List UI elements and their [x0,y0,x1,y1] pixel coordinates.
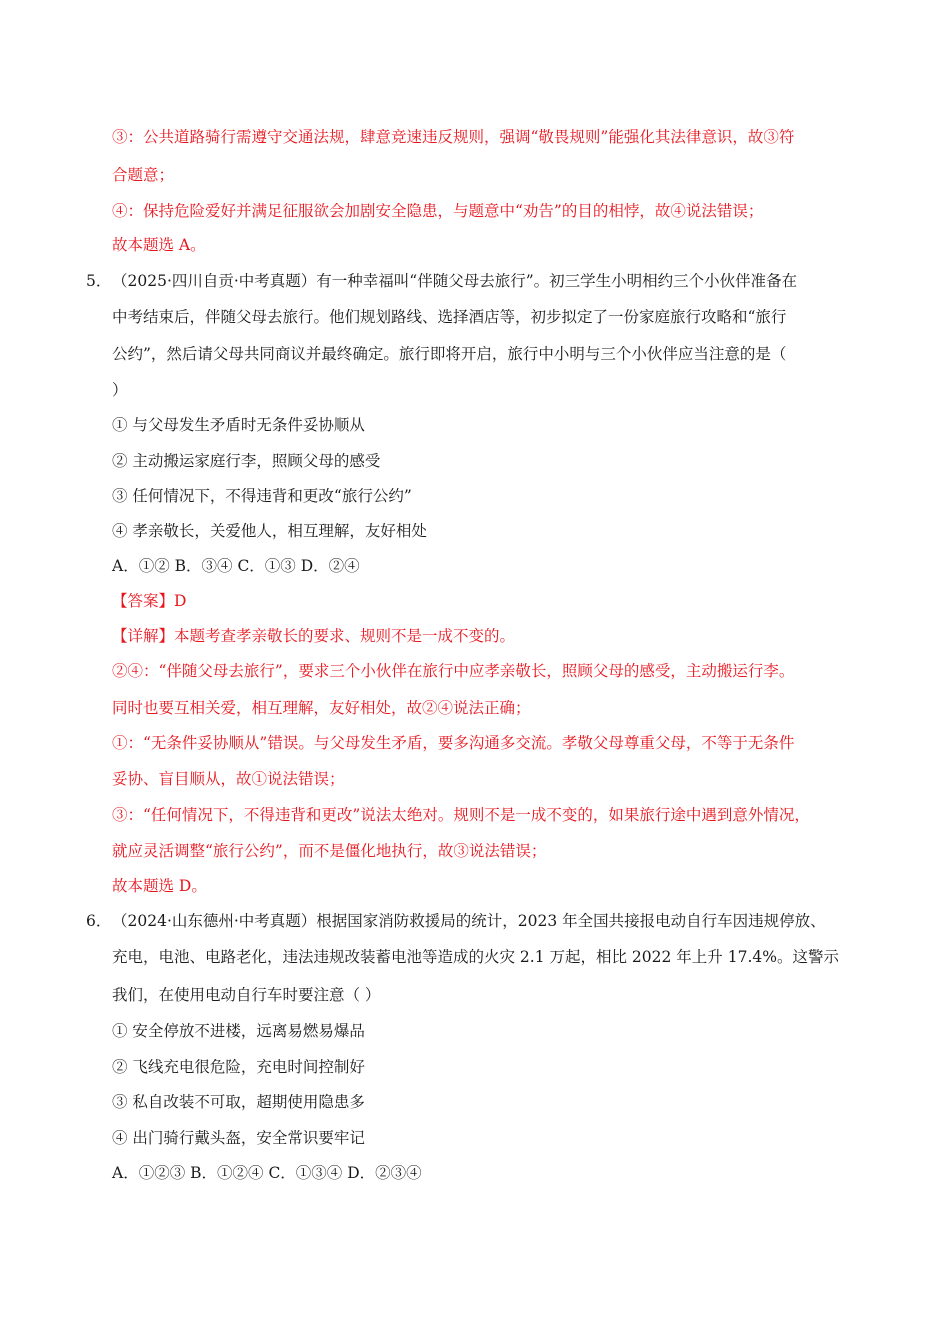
question-5-analysis-line-1: 【详解】本题考查孝亲敬长的要求、规则不是一成不变的。 [112,627,516,645]
question-5-number: 5． [86,272,112,290]
question-5-stem-line-2: 中考结束后，伴随父母去旅行。他们规划路线、选择酒店等，初步拟定了一份家庭旅行攻略和“旅行 [112,308,787,326]
prev-analysis-line-3: ④：保持危险爱好并满足征服欲会加剧安全隐患，与题意中“劝告”的目的相悖，故④说法错误； [112,202,764,220]
question-6-item-1: ① 安全停放不进楼，远离易燃易爆品 [112,1022,365,1040]
question-5-stem-line-3: 公约”，然后请父母共同商议并最终确定。旅行即将开启，旅行中小明与三个小伙伴应当注意的是（ [112,345,787,363]
question-5-analysis-line-6: ③：“任何情况下，不得违背和更改”说法太绝对。规则不是一成不变的，如果旅行途中遇到意外情况， [112,806,810,824]
question-6-stem-line-2: 充电，电池、电路老化，违法违规改装蓄电池等造成的火灾 2.1 万起，相比 2022 年上升 17.4%。这警示 [112,948,839,966]
question-6-item-3: ③ 私自改装不可取，超期使用隐患多 [112,1093,365,1111]
prev-analysis-line-2: 合题意； [112,166,175,184]
question-5-item-4: ④ 孝亲敬长，关爱他人，相互理解，友好相处 [112,522,427,540]
prev-answer-conclusion: 故本题选 A。 [112,236,206,254]
question-5-analysis-line-3: 同时也要互相关爱，相互理解，友好相处，故②④说法正确； [112,699,531,717]
question-6-item-4: ④ 出门骑行戴头盔，安全常识要牢记 [112,1129,365,1147]
question-5-analysis-line-5: 妥协、盲目顺从，故①说法错误； [112,770,345,788]
question-5-answer: 【答案】D [112,592,187,610]
question-5-item-3: ③ 任何情况下，不得违背和更改“旅行公约” [112,487,412,505]
prev-analysis-line-1: ③：公共道路骑行需遵守交通法规，肆意竞速违反规则，强调“敬畏规则”能强化其法律意识，故③符 [112,128,795,146]
question-5-item-2: ② 主动搬运家庭行李，照顾父母的感受 [112,452,381,470]
question-5-stem-line-1: （2025·四川自贡·中考真题）有一种幸福叫“伴随父母去旅行”。初三学生小明相约三个小伙伴准备在 [112,272,798,290]
question-5-conclusion: 故本题选 D。 [112,877,207,895]
question-6-number: 6． [86,912,112,930]
question-6-options: A．①②③ B．①②④ C．①③④ D．②③④ [112,1164,422,1182]
question-5-analysis-line-2: ②④：“伴随父母去旅行”，要求三个小伙伴在旅行中应孝亲敬长，照顾父母的感受，主动搬运行李。 [112,662,795,680]
question-5-analysis-line-4: ①：“无条件妥协顺从”错误。与父母发生矛盾，要多沟通多交流。孝敬父母尊重父母，不等于无条件 [112,734,795,752]
question-6-stem-line-1: （2024·山东德州·中考真题）根据国家消防救援局的统计，2023 年全国共接报电动自行车因违规停放、 [112,912,826,930]
question-5-analysis-line-7: 就应灵活调整“旅行公约”，而不是僵化地执行，故③说法错误； [112,842,547,860]
question-5-stem-line-4: ） [112,381,128,399]
question-5-item-1: ① 与父母发生矛盾时无条件妥协顺从 [112,416,365,434]
question-5-options: A．①② B．③④ C．①③ D．②④ [112,557,360,575]
question-6-stem-line-3: 我们，在使用电动自行车时要注意（ ） [112,986,381,1004]
question-6-item-2: ② 飞线充电很危险，充电时间控制好 [112,1058,365,1076]
